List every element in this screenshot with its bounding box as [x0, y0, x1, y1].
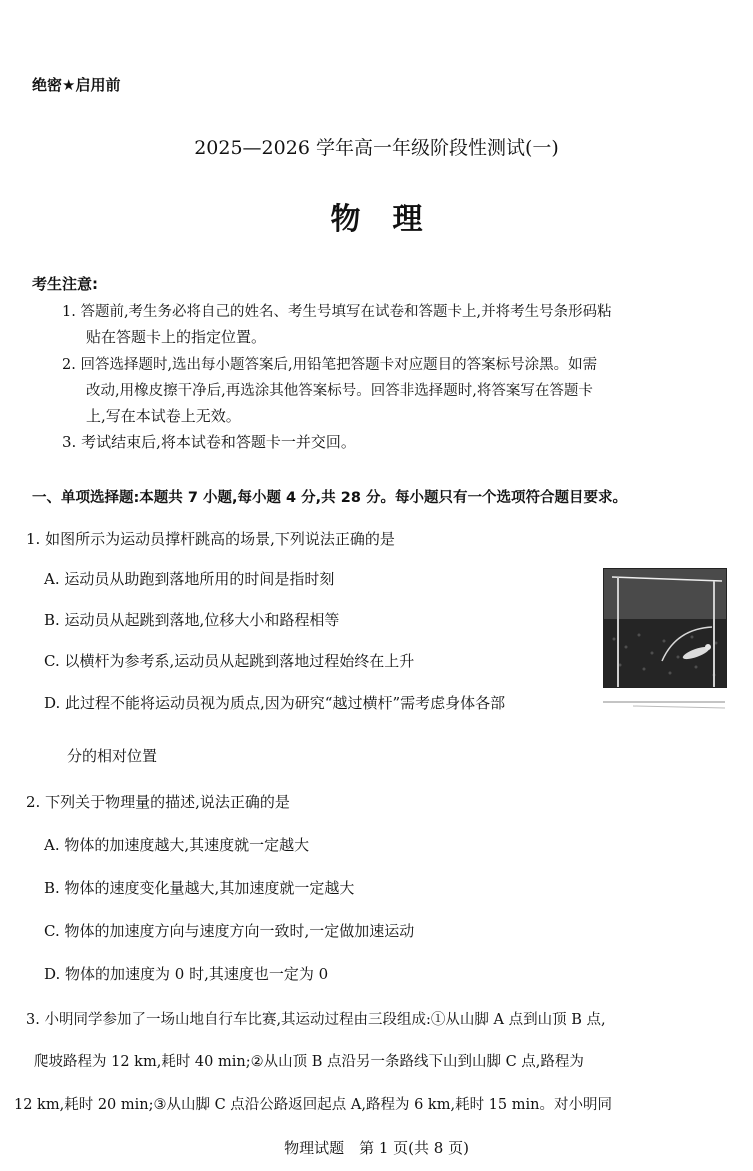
question-1-option-d: D. 此过程不能将运动员视为质点,因为研究“越过横杆”需考虑身体各部 [44, 694, 506, 712]
subject-title: 物理 [330, 202, 455, 237]
page-footer: 物理试题 第 1 页(共 8 页) [284, 1139, 469, 1157]
question-1-option-b: B. 运动员从起跳到落地,位移大小和路程相等 [44, 611, 340, 629]
pole-vault-illustration [604, 569, 726, 687]
question-2-option-a: A. 物体的加速度越大,其速度就一定越大 [44, 836, 310, 854]
notice-line: 2. 回答选择题时,选出每小题答案后,用铅笔把答题卡对应题目的答案标号涂黑。如需 [62, 357, 598, 373]
notice-line: 3. 考试结束后,将本试卷和答题卡一并交回。 [62, 433, 356, 451]
notice-line: 1. 答题前,考生务必将自己的姓名、考生号填写在试卷和答题卡上,并将考生号条形码粘 [62, 304, 612, 320]
question-2-option-c: C. 物体的加速度方向与速度方向一致时,一定做加速运动 [44, 922, 415, 940]
section-heading: 一、单项选择题:本题共 7 小题,每小题 4 分,共 28 分。每小题只有一个选项符合题目要求。 [32, 490, 627, 506]
question-1-option-c: C. 以横杆为参考系,运动员从起跳到落地过程始终在上升 [44, 652, 415, 670]
notice-line: 改动,用橡皮擦干净后,再选涂其他答案标号。回答非选择题时,将答案写在答题卡 [86, 383, 593, 399]
confidential-label: 绝密★启用前 [32, 76, 121, 94]
photo-caption-strip [603, 690, 725, 712]
question-1-option-d-continued: 分的相对位置 [67, 747, 158, 765]
question-3-line: 12 km,耗时 20 min;③从山脚 C 点沿公路返回起点 A,路程为 6 km,耗时 15 min。对小明同 [14, 1097, 612, 1113]
notice-line: 上,写在本试卷上无效。 [86, 407, 241, 425]
question-2-option-b: B. 物体的速度变化量越大,其加速度就一定越大 [44, 879, 355, 897]
question-2-option-d: D. 物体的加速度为 0 时,其速度也一定为 0 [44, 965, 329, 983]
question-3-line: 3. 小明同学参加了一场山地自行车比赛,其运动过程由三段组成:①从山脚 A 点到山顶 B 点, [26, 1012, 606, 1028]
pole-vault-photo [603, 568, 727, 688]
question-3-line: 爬坡路程为 12 km,耗时 40 min;②从山顶 B 点沿另一条路线下山到山脚 C 点,路程为 [34, 1054, 584, 1070]
exam-title: 2025—2026 学年高一年级阶段性测试(一) [194, 137, 559, 159]
question-1-option-a: A. 运动员从助跑到落地所用的时间是指时刻 [44, 570, 335, 588]
question-1-stem: 1. 如图所示为运动员撑杆跳高的场景,下列说法正确的是 [26, 530, 395, 548]
notice-line: 贴在答题卡上的指定位置。 [86, 328, 267, 346]
question-2-stem: 2. 下列关于物理量的描述,说法正确的是 [26, 793, 290, 811]
notice-heading: 考生注意: [32, 275, 98, 293]
